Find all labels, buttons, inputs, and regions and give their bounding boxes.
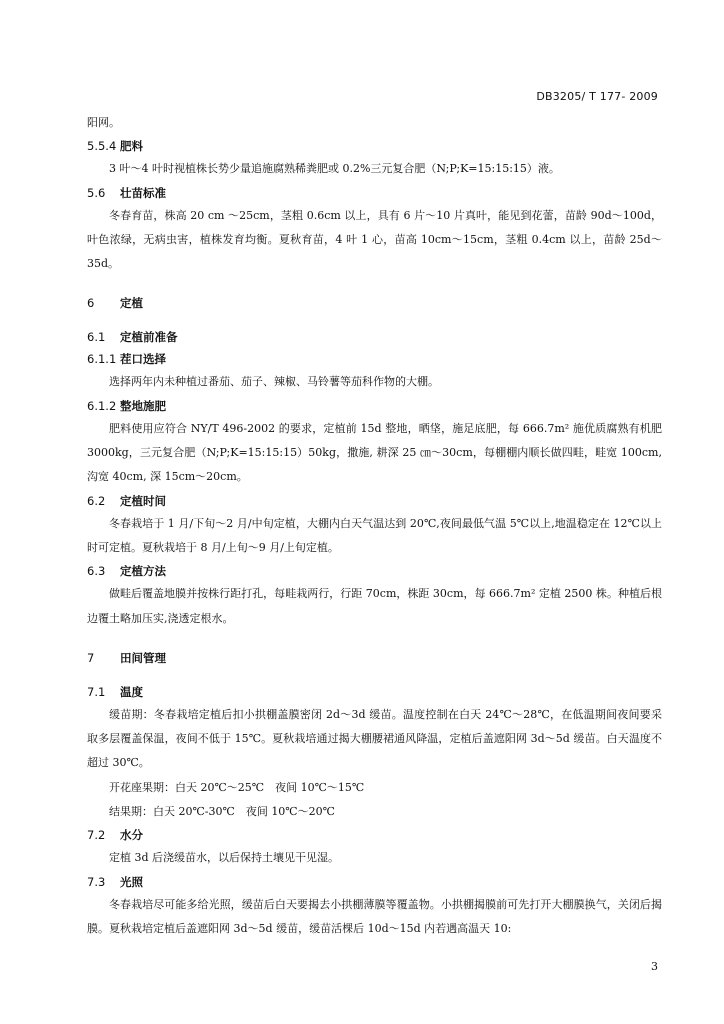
heading-number: 6.1.2 xyxy=(87,398,117,413)
section-heading xyxy=(87,824,662,846)
heading-title: 壮苗标准 xyxy=(120,185,166,200)
paragraph: 结果期：白天 20℃-30℃ 夜间 10℃～20℃ xyxy=(109,805,335,819)
heading-number: 6.1 xyxy=(87,330,106,345)
document-code: DB3205/ T 177- 2009 xyxy=(536,90,658,103)
paragraph: 冬春栽培于 1 月/下旬～2 月/中旬定植，大棚内白天气温达到 20℃,夜间最低气温 5℃以上,地温稳定在 12℃以上时可定植。夏秋栽培于 8 月/上旬～9 月/上旬定植。 xyxy=(87,516,662,554)
heading-number: 6.2 xyxy=(87,493,106,508)
heading-title: 温度 xyxy=(120,684,143,699)
heading-title: 定植前准备 xyxy=(120,330,178,345)
paragraph: 缓苗期：冬春栽培定植后扣小拱棚盖膜密闭 2d～3d 缓苗。温度控制在白天 24℃～28℃，在低温期间夜间要采取多层覆盖保温，夜间不低于 15℃。夏秋栽培通过揭大棚腰裙通风降温，定植后盖遮阳网 3d～5d 缓苗。白天温度不超过 30℃。 xyxy=(87,707,662,770)
section-heading xyxy=(87,395,662,417)
chapter-heading xyxy=(87,292,662,314)
paragraph: 做畦后覆盖地膜并按株行距打孔，每畦栽两行，行距 70cm，株距 30cm，每 666.7m² 定植 2500 株。种植后根边覆土略加压实,浇透定根水。 xyxy=(87,587,662,625)
heading-title: 田间管理 xyxy=(120,650,166,665)
section-heading xyxy=(87,560,662,582)
paragraph: 冬春育苗，株高 20 cm ～25cm，茎粗 0.6cm 以上，具有 6 片～10 片真叶，能见到花蕾，苗龄 90d～100d，叶色浓绿，无病虫害，植株发育均衡。夏秋育苗，4 叶 1 心，苗高 10cm～15cm，茎粗 0.4cm 以上，苗龄 25d～35d。 xyxy=(87,208,662,271)
paragraph: 3 叶～4 叶时视植株长势少量追施腐熟稀粪肥或 0.2%三元复合肥（N;P;K=15:15:15）液。 xyxy=(109,162,560,176)
paragraph: 选择两年内未种植过番茄、茄子、辣椒、马铃薯等茄科作物的大棚。 xyxy=(109,375,439,389)
heading-title: 肥料 xyxy=(120,139,143,154)
heading-title: 光照 xyxy=(120,874,143,889)
paragraph: 冬春栽培尽可能多给光照，缓苗后白天要揭去小拱棚薄膜等覆盖物。小拱棚揭膜前可先打开大棚膜换气，关闭后揭膜。夏秋栽培定植后盖遮阳网 3d～5d 缓苗，缓苗活棵后 10d～15d 内若遇高温天 10: xyxy=(87,897,662,935)
heading-title: 定植时间 xyxy=(120,493,166,508)
heading-number: 6.1.1 xyxy=(87,352,117,367)
section-heading xyxy=(87,871,662,893)
document-body xyxy=(87,111,662,941)
section-heading xyxy=(87,348,662,370)
heading-number: 5.6 xyxy=(87,185,106,200)
paragraph: 开花座果期：白天 20℃～25℃ 夜间 10℃～15℃ xyxy=(109,780,365,794)
section-heading xyxy=(87,490,662,512)
heading-title: 整地施肥 xyxy=(120,398,166,413)
heading-number: 6.3 xyxy=(87,564,106,579)
heading-number: 7.3 xyxy=(87,874,106,889)
heading-title: 定植方法 xyxy=(120,564,166,579)
heading-number: 7.1 xyxy=(87,684,106,699)
heading-number: 7 xyxy=(87,650,95,665)
section-heading xyxy=(87,326,662,348)
chapter-heading xyxy=(87,647,662,669)
heading-number: 6 xyxy=(87,296,95,311)
heading-title: 定植 xyxy=(120,296,143,311)
section-heading xyxy=(87,182,662,204)
section-heading xyxy=(87,135,662,157)
heading-number: 5.5.4 xyxy=(87,139,117,154)
paragraph: 肥料使用应符合 NY/T 496-2002 的要求，定植前 15d 整地，晒垡，施足底肥，每 666.7m² 施优质腐熟有机肥 3000kg，三元复合肥（N;P;K=15:15:15）50kg，撒施, 耕深 25 ㎝～30cm，每棚棚内顺长做四畦，畦宽 100cm,沟宽 40cm, 深 15cm～20cm。 xyxy=(87,421,662,484)
heading-title: 水分 xyxy=(120,828,143,843)
heading-number: 7.2 xyxy=(87,828,106,843)
heading-title: 茬口选择 xyxy=(120,352,166,367)
paragraph: 阳网。 xyxy=(87,116,120,129)
paragraph: 定植 3d 后浇缓苗水，以后保持土壤见干见湿。 xyxy=(109,851,340,865)
page-number: 3 xyxy=(651,960,658,973)
section-heading xyxy=(87,681,662,703)
